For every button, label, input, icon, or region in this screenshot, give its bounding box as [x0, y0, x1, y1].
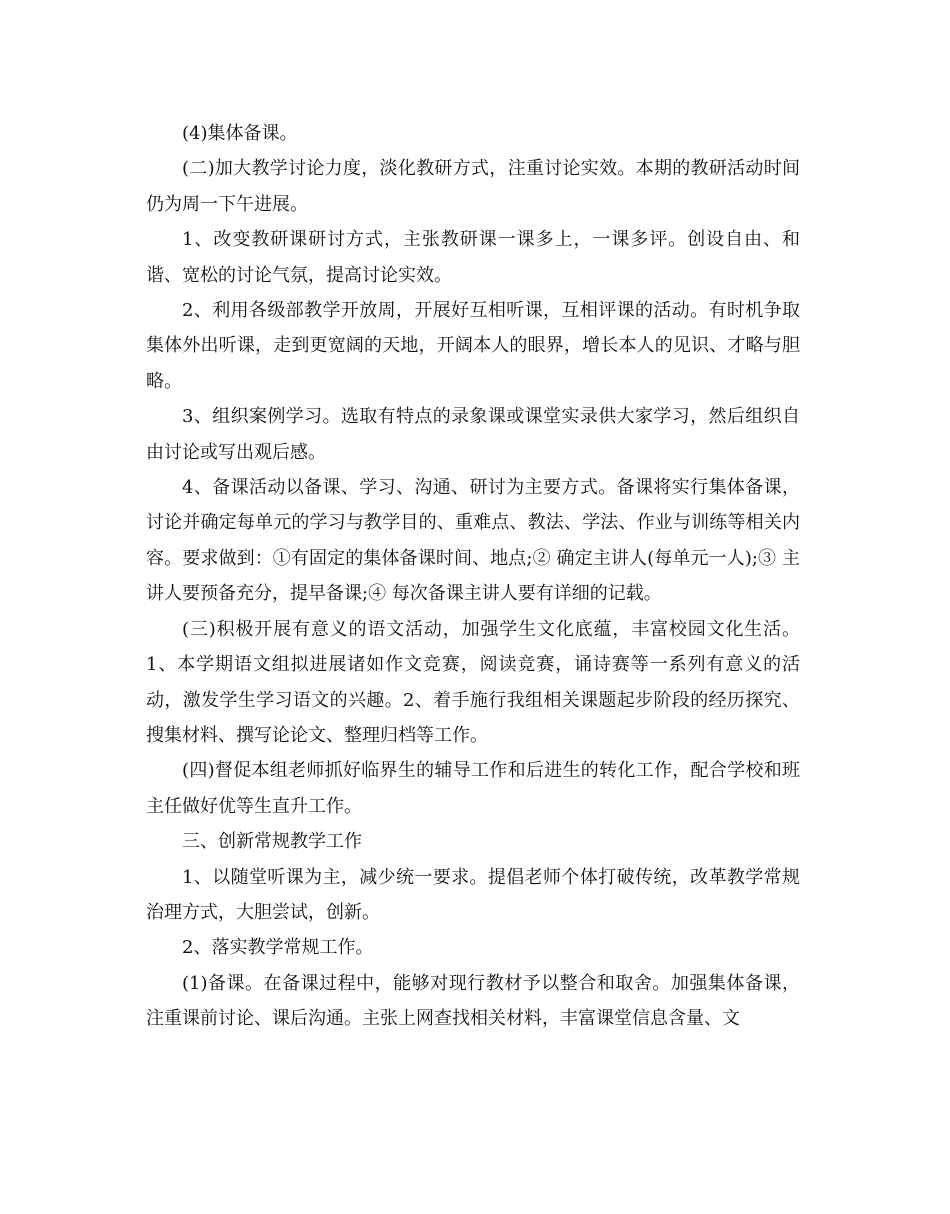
paragraph-collective-lesson-prep: (4)集体备课。	[182, 123, 298, 144]
paragraph-section-four: (四)督促本组老师抓好临界生的辅导工作和后进生的转化工作，配合学校和班主任做好优等生直升工作。	[146, 760, 800, 817]
paragraph-item-4: 4、备课活动以备课、学习、沟通、研讨为主要方式。备课将实行集体备课，讨论并确定每单元的学习与教学目的、重难点、教法、学法、作业与训练等相关内容。要求做到：①有固定的集体备课时间、地点;② 确定主讲人(每单元一人);③ 主讲人要预备充分，提早备课;④ 每次备课主讲人要有详细的记载。	[146, 477, 800, 605]
paragraph-item-1: 1、改变教研课研讨方式，主张教研课一课多上，一课多评。创设自由、和谐、宽松的讨论气氛，提高讨论实效。	[146, 229, 800, 286]
paragraph-lesson-prep: (1)备课。在备课过程中，能够对现行教材予以整合和取舍。加强集体备课，注重课前讨论、课后沟通。主张上网查找相关材料，丰富课堂信息含量、文	[146, 972, 800, 1030]
paragraph-section-two: (二)加大教学讨论力度，淡化教研方式，注重讨论实效。本期的教研活动时间仍为周一下午进展。	[146, 158, 800, 215]
paragraph-innovation-item-1: 1、以随堂听课为主，减少统一要求。提倡老师个体打破传统，改革教学常规治理方式，大胆尝试，创新。	[146, 866, 800, 923]
paragraph-item-2: 2、利用各级部教学开放周，开展好互相听课，互相评课的活动。有时机争取集体外出听课，走到更宽阔的天地，开阔本人的眼界，增长本人的见识、才略与胆略。	[146, 300, 800, 392]
section-heading-innovation: 三、创新常规教学工作	[182, 831, 362, 853]
paragraph-section-three: (三)积极开展有意义的语文活动，加强学生文化底蕴，丰富校园文化生活。1、本学期语文组拟进展诸如作文竞赛，阅读竞赛，诵诗赛等一系列有意义的活动，激发学生学习语文的兴趣。2、着手施行我组相关课题起步阶段的经历探究、搜集材料、撰写论论文、整理归档等工作。	[146, 618, 800, 746]
paragraph-item-3: 3、组织案例学习。选取有特点的录象课或课堂实录供大家学习，然后组织自由讨论或写出观后感。	[146, 406, 800, 463]
paragraph-innovation-item-2: 2、落实教学常规工作。	[182, 937, 374, 959]
document-body	[146, 116, 800, 1037]
